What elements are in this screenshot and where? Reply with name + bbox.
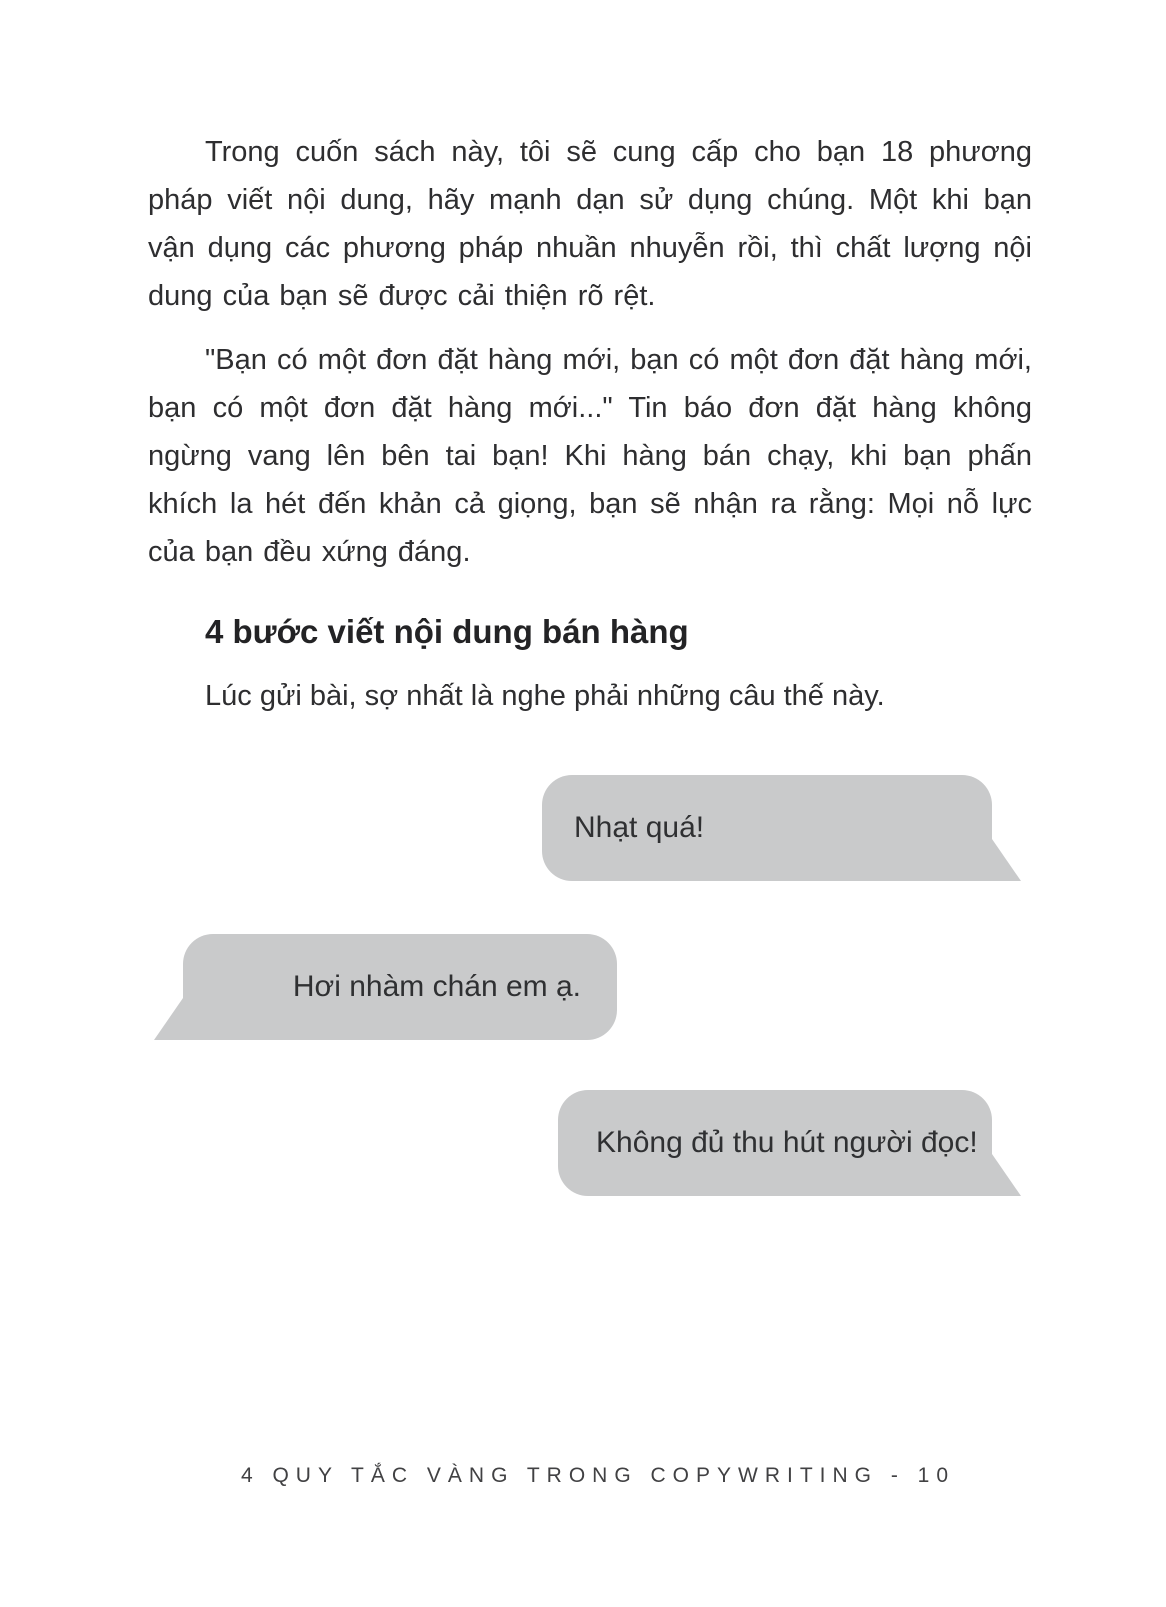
paragraph-intro-methods: Trong cuốn sách này, tôi sẽ cung cấp cho bạn 18 phương pháp viết nội dung, hãy mạnh dạn sử dụng chúng. Một khi bạn vận dụng các phương pháp nhuần nhuyễn rồi, thì chất lượng nội dung của bạn sẽ được cải thiện rõ rệt.: [148, 136, 1032, 312]
section-heading: 4 bước viết nội dung bán hàng: [205, 613, 689, 650]
chat-bubble-1-text: Nhạt quá!: [574, 811, 705, 844]
chat-bubble-1: [542, 775, 992, 881]
running-title: 4 QUY TẮC VÀNG TRONG COPYWRITING - 10: [240, 1464, 956, 1487]
message-row-1: [148, 775, 1032, 881]
page-footer: [0, 1462, 1166, 1490]
message-row-3: [148, 1090, 1032, 1196]
chat-bubble-2-text: Hơi nhàm chán em ạ.: [292, 970, 581, 1003]
paragraph-new-order: "Bạn có một đơn đặt hàng mới, bạn có một đơn đặt hàng mới, bạn có một đơn đặt hàng mới..." Tin báo đơn đặt hàng không ngừng vang lên bên tai bạn! Khi hàng bán chạy, khi bạn phấn khích la hét đến khản cả giọng, bạn sẽ nhận ra rằng: Mọi nỗ lực của bạn đều xứng đáng.: [148, 344, 1032, 568]
intro-line: Lúc gửi bài, sợ nhất là nghe phải những câu thế này.: [205, 680, 885, 712]
message-row-2: [148, 934, 1032, 1040]
chat-bubble-3: [558, 1090, 992, 1196]
chat-messages: [148, 775, 1032, 1196]
chat-bubble-2: [183, 934, 617, 1040]
page-content: [148, 128, 1032, 1196]
chat-bubble-3-text: Không đủ thu hút người đọc!: [596, 1126, 978, 1159]
